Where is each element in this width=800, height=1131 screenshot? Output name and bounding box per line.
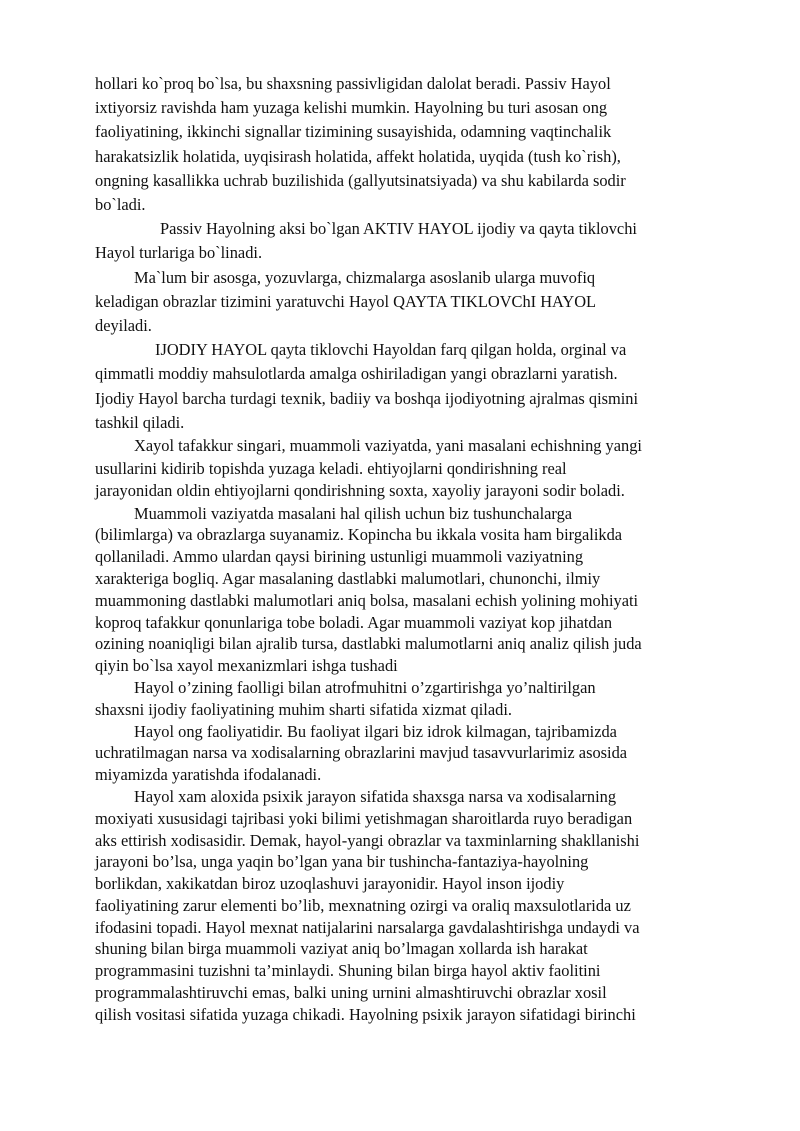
text-line: qiyin bo`lsa xayol mexanizmlari ishga tushadi	[95, 656, 398, 676]
paragraph-consciousness-activity	[95, 721, 715, 786]
text-line: usullarini kidirib topishda yuzaga keladi. ehtiyojlarni qondirishning real	[95, 458, 567, 478]
text-line: Ijodiy Hayol barcha turdagi texnik, badiiy va boshqa ijodiyotning ajralmas qismini	[95, 388, 639, 408]
paragraph-recreative-imagination	[95, 266, 715, 339]
text-line: tashkil qiladi.	[95, 412, 185, 432]
paragraph-creative-imagination	[95, 338, 715, 435]
text-line: qilish vositasi sifatida yuzaga chikadi. Hayolning psixik jarayon sifatidagi birinchi	[95, 1004, 636, 1024]
text-line: xarakteriga bogliq. Agar masalaning dastlabki malumotlari, chunonchi, ilmiy	[95, 568, 601, 588]
text-line: Ma`lum bir asosga, yozuvlarga, chizmalarga asoslanib ularga muvofiq	[134, 267, 596, 287]
text-line: uchratilmagan narsa va xodisalarning obrazlarini mavjud tasavvurlarimiz asosida	[95, 743, 628, 763]
text-line: jarayonidan oldin ehtiyojlarni qondirishning soxta, xayoliy jarayoni sodir boladi.	[95, 481, 625, 501]
text-line: ozining noaniqligi bilan ajralib tursa, dastlabki malumotlarni aniq analiz qilish juda	[95, 634, 642, 654]
text-line: deyiladi.	[95, 316, 152, 336]
text-line: ixtiyorsiz ravishda ham yuzaga kelishi mumkin. Hayolning bu turi asosan ong	[95, 98, 608, 118]
text-line: qimmatli moddiy mahsulotlarda amalga oshiriladigan yangi obrazlarni yaratish.	[95, 364, 618, 384]
text-line: Hayol turlariga bo`linadi.	[95, 243, 263, 263]
text-line: programmasini tuzishni ta’minlaydi. Shuning bilan birga hayol aktiv faolitini	[95, 961, 601, 981]
text-line: aks ettirish xodisasidir. Demak, hayol-yangi obrazlar va taxminlarning shakllanishi	[95, 830, 640, 850]
text-line: bo`ladi.	[95, 195, 146, 215]
text-line: Hayol ong faoliyatidir. Bu faoliyat ilgari biz idrok kilmagan, tajribamizda	[134, 721, 617, 741]
text-line: faoliyatining zarur elementi bo’lib, mexnatning ozirgi va oraliq maxsulotlarida uz	[95, 895, 631, 915]
text-line: jarayoni bo’lsa, unga yaqin bo’lgan yana bir tushincha-fantaziya-hayolning	[95, 852, 589, 872]
text-line: borlikdan, xakikatdan biroz uzoqlashuvi jarayonidir. Hayol inson ijodiy	[95, 874, 565, 894]
text-line: Hayol xam aloxida psixik jarayon sifatida shaxsga narsa va xodisalarning	[134, 786, 617, 806]
text-line: programmalashtiruvchi emas, balki uning urnini almashtiruvchi obrazlar xosil	[95, 983, 607, 1003]
paragraph-problem-situation	[95, 503, 715, 677]
paragraph-active-imagination	[95, 217, 715, 265]
text-line: koproq tafakkur qonunlariga tobe boladi. Agar muammoli vaziyat kop jihatdan	[95, 612, 613, 632]
paragraph-imagination-thinking	[95, 435, 715, 503]
text-line: ifodasini topadi. Hayol mexnat natijalarini narsalarga gavdalashtirishga undaydi va	[95, 917, 640, 937]
document-body	[95, 72, 715, 1026]
text-line: (bilimlarga) va obrazlarga suyanamiz. Kopincha bu ikkala vosita ham birgalikda	[95, 525, 623, 545]
paragraph-psychic-process	[95, 786, 715, 1026]
text-line: faoliyatining, ikkinchi signallar tizimining susayishida, odamning vaqtinchalik	[95, 122, 612, 142]
text-line: hollari ko`proq bo`lsa, bu shaxsning passivligidan dalolat beradi. Passiv Hayol	[95, 74, 611, 93]
text-line: harakatsizlik holatida, uyqisirash holatida, affekt holatida, uyqida (tush ko`rish),	[95, 146, 621, 166]
text-line: shuning bilan birga muammoli vaziyat aniq bo’lmagan xollarda ish harakat	[95, 939, 588, 959]
text-line: qollaniladi. Ammo ulardan qaysi birining ustunligi muammoli vaziyatning	[95, 547, 584, 567]
text-line: Muammoli vaziyatda masalani hal qilish uchun biz tushunchalarga	[134, 503, 573, 523]
text-line: miyamizda yaratishda ifodalanadi.	[95, 765, 322, 785]
text-line: ongning kasallikka uchrab buzilishida (gallyutsinatsiyada) va shu kabilarda sodir	[95, 170, 626, 190]
text-line: Xayol tafakkur singari, muammoli vaziyatda, yani masalani echishning yangi	[134, 436, 642, 456]
text-line: muammoning dastlabki malumotlari aniq bolsa, masalani echish yolining mohiyati	[95, 590, 639, 610]
paragraph-passive-imagination	[95, 72, 715, 217]
text-line: Hayol o’zining faolligi bilan atrofmuhitni o’zgartirishga yo’naltirilgan	[134, 677, 596, 697]
text-line: keladigan obrazlar tizimini yaratuvchi Hayol QAYTA TIKLOVChI HAYOL	[95, 291, 597, 311]
text-line: moxiyati xususidagi tajribasi yoki bilimi yetishmagan sharoitlarda ruyo beradigan	[95, 808, 633, 828]
text-line: shaxsni ijodiy faoliyatining muhim sharti sifatida xizmat qiladi.	[95, 699, 512, 719]
text-line: IJODIY HAYOL qayta tiklovchi Hayoldan farq qilgan holda, orginal va	[155, 340, 627, 360]
paragraph-imagination-activity	[95, 677, 715, 721]
text-line: Passiv Hayolning aksi bo`lgan AKTIV HAYOL ijodiy va qayta tiklovchi	[160, 219, 637, 239]
